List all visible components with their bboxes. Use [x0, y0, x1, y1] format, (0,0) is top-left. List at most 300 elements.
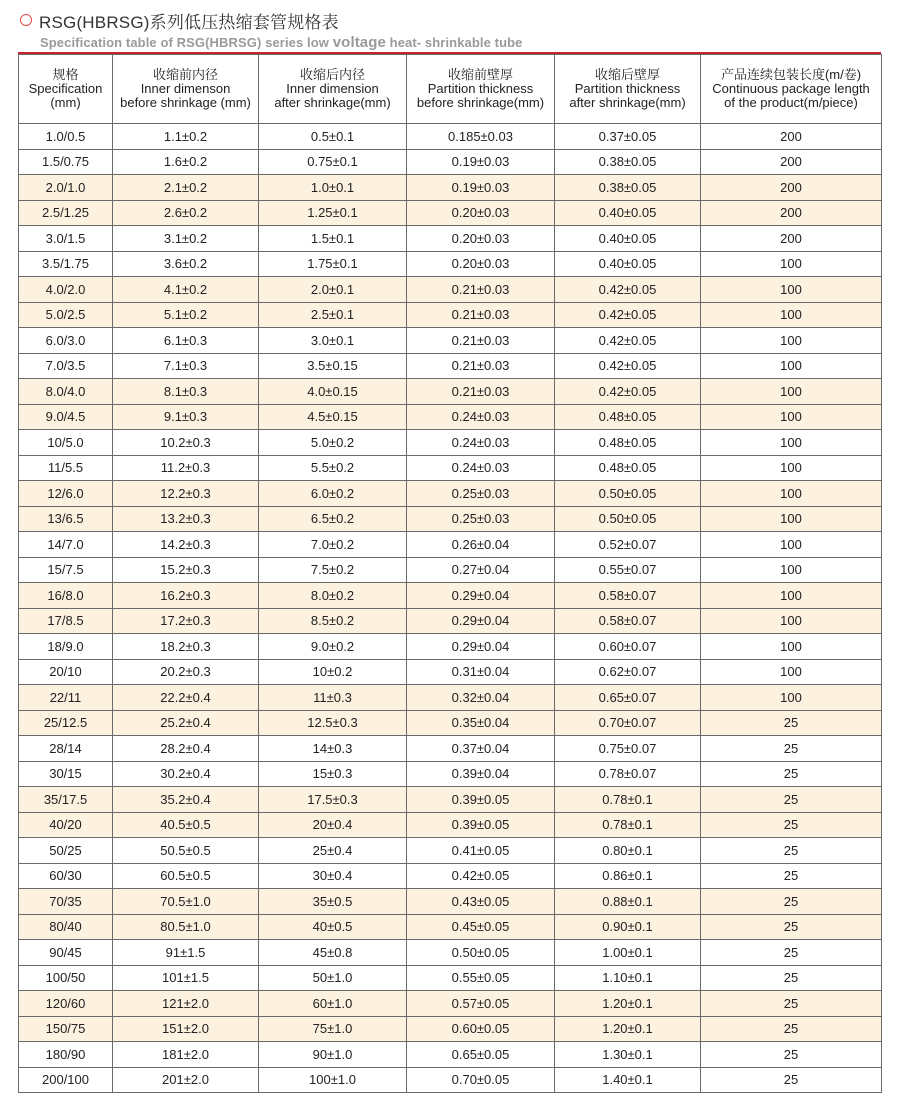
column-header-line: Inner dimension: [286, 81, 379, 96]
table-cell-specification: 15/7.5: [19, 557, 113, 583]
table-cell-package-length: 100: [701, 506, 882, 532]
table-cell-wall-after: 0.70±0.07: [555, 710, 701, 736]
table-row: [19, 838, 882, 864]
table-cell-inner-dim-after: 8.5±0.2: [259, 608, 407, 634]
table-row: [19, 914, 882, 940]
table-cell-wall-before: 0.45±0.05: [407, 914, 555, 940]
table-row: [19, 812, 882, 838]
table-cell-specification: 30/15: [19, 761, 113, 787]
table-cell-inner-dim-before: 20.2±0.3: [113, 659, 259, 685]
table-cell-package-length: 100: [701, 302, 882, 328]
table-cell-wall-after: 0.78±0.1: [555, 787, 701, 813]
table-cell-inner-dim-before: 70.5±1.0: [113, 889, 259, 915]
table-cell-package-length: 100: [701, 481, 882, 507]
table-cell-specification: 60/30: [19, 863, 113, 889]
title-row: [18, 8, 888, 32]
table-cell-package-length: 25: [701, 863, 882, 889]
table-row: [19, 455, 882, 481]
table-cell-inner-dim-before: 1.6±0.2: [113, 149, 259, 175]
column-header-line: Partition thickness: [574, 81, 681, 96]
table-cell-inner-dim-before: 11.2±0.3: [113, 455, 259, 481]
table-cell-wall-after: 1.20±0.1: [555, 991, 701, 1017]
table-row: [19, 583, 882, 609]
table-cell-package-length: 100: [701, 251, 882, 277]
table-cell-package-length: 100: [701, 608, 882, 634]
table-cell-inner-dim-before: 3.1±0.2: [113, 226, 259, 252]
column-header-line: of the product(m/piece): [724, 95, 858, 110]
table-cell-inner-dim-after: 2.5±0.1: [259, 302, 407, 328]
table-cell-inner-dim-after: 4.0±0.15: [259, 379, 407, 405]
table-cell-package-length: 25: [701, 1067, 882, 1093]
table-cell-wall-before: 0.21±0.03: [407, 302, 555, 328]
table-cell-package-length: 200: [701, 149, 882, 175]
table-cell-inner-dim-after: 6.0±0.2: [259, 481, 407, 507]
table-cell-inner-dim-before: 121±2.0: [113, 991, 259, 1017]
table-cell-package-length: 25: [701, 761, 882, 787]
column-header-line: 产品连续包装长度(m/卷): [720, 67, 862, 82]
table-row: [19, 608, 882, 634]
column-header-line: Partition thickness: [427, 81, 534, 96]
table-cell-inner-dim-before: 181±2.0: [113, 1042, 259, 1068]
table-row: [19, 889, 882, 915]
title-chinese: RSG(HBRSG)系列低压热缩套管规格表: [39, 12, 339, 32]
table-cell-inner-dim-before: 60.5±0.5: [113, 863, 259, 889]
table-cell-inner-dim-before: 151±2.0: [113, 1016, 259, 1042]
table-cell-specification: 1.5/0.75: [19, 149, 113, 175]
table-cell-wall-after: 0.60±0.07: [555, 634, 701, 660]
table-cell-package-length: 100: [701, 532, 882, 558]
table-cell-wall-after: 0.42±0.05: [555, 379, 701, 405]
header-row: [19, 55, 882, 124]
table-cell-specification: 18/9.0: [19, 634, 113, 660]
table-cell-package-length: 200: [701, 124, 882, 150]
spec-table-body: [19, 124, 882, 1093]
table-cell-package-length: 25: [701, 889, 882, 915]
document-header: [18, 8, 888, 51]
table-row: [19, 200, 882, 226]
table-row: [19, 175, 882, 201]
table-cell-specification: 14/7.0: [19, 532, 113, 558]
column-header-inner-dim-before: [113, 55, 259, 124]
table-cell-wall-before: 0.32±0.04: [407, 685, 555, 711]
table-cell-inner-dim-after: 30±0.4: [259, 863, 407, 889]
table-cell-specification: 40/20: [19, 812, 113, 838]
table-row: [19, 506, 882, 532]
table-row: [19, 736, 882, 762]
table-cell-wall-before: 0.29±0.04: [407, 608, 555, 634]
table-cell-wall-after: 0.55±0.07: [555, 557, 701, 583]
table-cell-inner-dim-after: 14±0.3: [259, 736, 407, 762]
table-row: [19, 761, 882, 787]
table-cell-inner-dim-before: 12.2±0.3: [113, 481, 259, 507]
table-cell-inner-dim-after: 2.0±0.1: [259, 277, 407, 303]
title-english: [18, 34, 888, 51]
table-cell-inner-dim-before: 35.2±0.4: [113, 787, 259, 813]
table-cell-inner-dim-after: 1.5±0.1: [259, 226, 407, 252]
table-cell-inner-dim-before: 3.6±0.2: [113, 251, 259, 277]
column-header-line: 收缩前内径: [152, 67, 218, 82]
table-cell-package-length: 25: [701, 710, 882, 736]
table-cell-inner-dim-after: 3.5±0.15: [259, 353, 407, 379]
table-cell-wall-before: 0.24±0.03: [407, 455, 555, 481]
table-cell-wall-before: 0.20±0.03: [407, 226, 555, 252]
table-cell-inner-dim-before: 7.1±0.3: [113, 353, 259, 379]
table-cell-inner-dim-after: 20±0.4: [259, 812, 407, 838]
table-row: [19, 787, 882, 813]
table-cell-wall-after: 0.40±0.05: [555, 226, 701, 252]
table-cell-wall-before: 0.24±0.03: [407, 404, 555, 430]
table-cell-specification: 2.5/1.25: [19, 200, 113, 226]
table-cell-inner-dim-before: 22.2±0.4: [113, 685, 259, 711]
table-cell-inner-dim-after: 50±1.0: [259, 965, 407, 991]
table-row: [19, 1016, 882, 1042]
table-cell-wall-before: 0.25±0.03: [407, 506, 555, 532]
table-cell-inner-dim-after: 35±0.5: [259, 889, 407, 915]
table-cell-inner-dim-after: 0.75±0.1: [259, 149, 407, 175]
table-cell-inner-dim-after: 5.5±0.2: [259, 455, 407, 481]
title-english-part-3: heat- shrinkable tube: [385, 35, 523, 50]
table-cell-wall-after: 0.65±0.07: [555, 685, 701, 711]
table-cell-package-length: 25: [701, 787, 882, 813]
table-row: [19, 404, 882, 430]
table-cell-inner-dim-before: 16.2±0.3: [113, 583, 259, 609]
table-row: [19, 353, 882, 379]
table-cell-inner-dim-before: 15.2±0.3: [113, 557, 259, 583]
table-cell-specification: 6.0/3.0: [19, 328, 113, 354]
table-cell-wall-after: 0.58±0.07: [555, 583, 701, 609]
table-cell-inner-dim-before: 5.1±0.2: [113, 302, 259, 328]
table-cell-inner-dim-after: 1.75±0.1: [259, 251, 407, 277]
table-cell-inner-dim-after: 1.25±0.1: [259, 200, 407, 226]
table-cell-inner-dim-before: 80.5±1.0: [113, 914, 259, 940]
table-cell-wall-before: 0.39±0.04: [407, 761, 555, 787]
table-cell-specification: 80/40: [19, 914, 113, 940]
table-cell-wall-before: 0.70±0.05: [407, 1067, 555, 1093]
table-cell-inner-dim-after: 6.5±0.2: [259, 506, 407, 532]
table-cell-wall-before: 0.20±0.03: [407, 251, 555, 277]
table-cell-specification: 25/12.5: [19, 710, 113, 736]
table-cell-package-length: 25: [701, 1016, 882, 1042]
table-cell-inner-dim-after: 25±0.4: [259, 838, 407, 864]
table-cell-inner-dim-before: 25.2±0.4: [113, 710, 259, 736]
table-cell-inner-dim-before: 6.1±0.3: [113, 328, 259, 354]
table-cell-wall-before: 0.21±0.03: [407, 353, 555, 379]
table-cell-inner-dim-before: 28.2±0.4: [113, 736, 259, 762]
table-cell-package-length: 200: [701, 226, 882, 252]
table-cell-wall-after: 0.62±0.07: [555, 659, 701, 685]
table-cell-inner-dim-after: 60±1.0: [259, 991, 407, 1017]
table-cell-specification: 90/45: [19, 940, 113, 966]
table-cell-wall-after: 1.10±0.1: [555, 965, 701, 991]
table-cell-package-length: 25: [701, 736, 882, 762]
table-cell-package-length: 100: [701, 277, 882, 303]
table-cell-package-length: 100: [701, 557, 882, 583]
table-cell-wall-after: 0.58±0.07: [555, 608, 701, 634]
table-cell-wall-after: 0.40±0.05: [555, 251, 701, 277]
table-cell-wall-after: 0.42±0.05: [555, 302, 701, 328]
table-cell-wall-after: 0.90±0.1: [555, 914, 701, 940]
table-cell-inner-dim-before: 18.2±0.3: [113, 634, 259, 660]
table-row: [19, 251, 882, 277]
table-row: [19, 532, 882, 558]
table-row: [19, 965, 882, 991]
column-header-line: after shrinkage(mm): [274, 95, 391, 110]
column-header-package-length: [701, 55, 882, 124]
table-cell-wall-after: 0.52±0.07: [555, 532, 701, 558]
column-header-line: (mm): [50, 95, 81, 110]
table-cell-inner-dim-after: 40±0.5: [259, 914, 407, 940]
column-header-wall-before: [407, 55, 555, 124]
table-cell-inner-dim-after: 45±0.8: [259, 940, 407, 966]
table-cell-specification: 4.0/2.0: [19, 277, 113, 303]
table-cell-wall-after: 0.75±0.07: [555, 736, 701, 762]
table-cell-inner-dim-before: 2.1±0.2: [113, 175, 259, 201]
table-cell-inner-dim-after: 3.0±0.1: [259, 328, 407, 354]
table-cell-specification: 13/6.5: [19, 506, 113, 532]
table-cell-wall-after: 1.20±0.1: [555, 1016, 701, 1042]
table-cell-inner-dim-before: 10.2±0.3: [113, 430, 259, 456]
table-cell-specification: 12/6.0: [19, 481, 113, 507]
column-header-line: 收缩后壁厚: [594, 67, 660, 82]
table-cell-wall-after: 0.42±0.05: [555, 353, 701, 379]
table-row: [19, 557, 882, 583]
table-cell-package-length: 25: [701, 914, 882, 940]
table-cell-wall-after: 0.80±0.1: [555, 838, 701, 864]
table-cell-package-length: 100: [701, 634, 882, 660]
table-cell-package-length: 100: [701, 685, 882, 711]
table-cell-inner-dim-after: 15±0.3: [259, 761, 407, 787]
table-cell-specification: 50/25: [19, 838, 113, 864]
table-cell-specification: 5.0/2.5: [19, 302, 113, 328]
table-cell-wall-before: 0.39±0.05: [407, 812, 555, 838]
table-cell-wall-before: 0.35±0.04: [407, 710, 555, 736]
table-cell-specification: 28/14: [19, 736, 113, 762]
table-cell-specification: 150/75: [19, 1016, 113, 1042]
table-row: [19, 634, 882, 660]
table-cell-specification: 70/35: [19, 889, 113, 915]
table-row: [19, 124, 882, 150]
table-cell-wall-before: 0.21±0.03: [407, 379, 555, 405]
table-cell-wall-before: 0.21±0.03: [407, 277, 555, 303]
table-cell-inner-dim-before: 9.1±0.3: [113, 404, 259, 430]
table-row: [19, 940, 882, 966]
table-cell-specification: 120/60: [19, 991, 113, 1017]
table-cell-specification: 20/10: [19, 659, 113, 685]
table-cell-wall-after: 0.42±0.05: [555, 328, 701, 354]
table-cell-specification: 9.0/4.5: [19, 404, 113, 430]
table-cell-wall-before: 0.19±0.03: [407, 149, 555, 175]
table-cell-package-length: 25: [701, 965, 882, 991]
table-cell-specification: 200/100: [19, 1067, 113, 1093]
table-cell-inner-dim-after: 8.0±0.2: [259, 583, 407, 609]
title-english-part-2: voltage: [332, 34, 386, 51]
table-cell-wall-before: 0.57±0.05: [407, 991, 555, 1017]
table-row: [19, 430, 882, 456]
table-row: [19, 863, 882, 889]
table-cell-package-length: 100: [701, 583, 882, 609]
table-cell-inner-dim-before: 30.2±0.4: [113, 761, 259, 787]
table-cell-wall-after: 0.37±0.05: [555, 124, 701, 150]
table-cell-package-length: 25: [701, 991, 882, 1017]
table-row: [19, 1042, 882, 1068]
table-cell-package-length: 100: [701, 659, 882, 685]
table-cell-wall-after: 0.50±0.05: [555, 506, 701, 532]
table-cell-specification: 3.5/1.75: [19, 251, 113, 277]
table-cell-wall-before: 0.60±0.05: [407, 1016, 555, 1042]
table-cell-inner-dim-after: 90±1.0: [259, 1042, 407, 1068]
table-cell-package-length: 100: [701, 430, 882, 456]
table-cell-wall-before: 0.25±0.03: [407, 481, 555, 507]
table-cell-wall-before: 0.24±0.03: [407, 430, 555, 456]
table-cell-wall-before: 0.65±0.05: [407, 1042, 555, 1068]
table-cell-specification: 7.0/3.5: [19, 353, 113, 379]
column-header-line: Continuous package length: [712, 81, 870, 96]
table-cell-wall-after: 1.30±0.1: [555, 1042, 701, 1068]
spec-table: [18, 54, 882, 1093]
column-header-specification: [19, 55, 113, 124]
table-cell-wall-before: 0.31±0.04: [407, 659, 555, 685]
table-cell-wall-after: 0.88±0.1: [555, 889, 701, 915]
table-cell-wall-before: 0.26±0.04: [407, 532, 555, 558]
table-cell-wall-after: 0.42±0.05: [555, 277, 701, 303]
table-cell-wall-after: 1.00±0.1: [555, 940, 701, 966]
table-cell-specification: 1.0/0.5: [19, 124, 113, 150]
table-cell-wall-before: 0.41±0.05: [407, 838, 555, 864]
column-header-line: after shrinkage(mm): [569, 95, 686, 110]
table-cell-specification: 10/5.0: [19, 430, 113, 456]
table-row: [19, 685, 882, 711]
table-cell-inner-dim-before: 8.1±0.3: [113, 379, 259, 405]
table-cell-wall-after: 0.48±0.05: [555, 404, 701, 430]
table-cell-specification: 100/50: [19, 965, 113, 991]
table-cell-wall-after: 0.38±0.05: [555, 175, 701, 201]
table-row: [19, 302, 882, 328]
table-cell-wall-after: 1.40±0.1: [555, 1067, 701, 1093]
table-cell-specification: 22/11: [19, 685, 113, 711]
table-cell-specification: 3.0/1.5: [19, 226, 113, 252]
column-header-line: Inner dimenson: [140, 81, 231, 96]
table-cell-wall-after: 0.78±0.07: [555, 761, 701, 787]
table-cell-wall-before: 0.21±0.03: [407, 328, 555, 354]
table-row: [19, 277, 882, 303]
column-header-line: Specification: [28, 81, 103, 96]
table-cell-inner-dim-after: 4.5±0.15: [259, 404, 407, 430]
table-cell-specification: 16/8.0: [19, 583, 113, 609]
table-cell-inner-dim-after: 10±0.2: [259, 659, 407, 685]
table-cell-inner-dim-before: 40.5±0.5: [113, 812, 259, 838]
table-cell-wall-before: 0.19±0.03: [407, 175, 555, 201]
table-row: [19, 328, 882, 354]
table-cell-inner-dim-after: 11±0.3: [259, 685, 407, 711]
table-cell-wall-after: 0.40±0.05: [555, 200, 701, 226]
table-row: [19, 659, 882, 685]
table-cell-inner-dim-before: 2.6±0.2: [113, 200, 259, 226]
table-cell-wall-before: 0.185±0.03: [407, 124, 555, 150]
table-cell-inner-dim-after: 7.5±0.2: [259, 557, 407, 583]
table-cell-package-length: 200: [701, 200, 882, 226]
table-cell-package-length: 25: [701, 940, 882, 966]
column-header-line: before shrinkage(mm): [416, 95, 545, 110]
table-cell-wall-before: 0.29±0.04: [407, 634, 555, 660]
column-header-line: 收缩后内径: [299, 67, 365, 82]
table-cell-inner-dim-before: 13.2±0.3: [113, 506, 259, 532]
table-cell-wall-before: 0.29±0.04: [407, 583, 555, 609]
table-cell-package-length: 25: [701, 812, 882, 838]
spec-table-head: [19, 55, 882, 124]
table-row: [19, 1067, 882, 1093]
table-cell-wall-after: 0.48±0.05: [555, 455, 701, 481]
table-cell-inner-dim-before: 1.1±0.2: [113, 124, 259, 150]
table-cell-inner-dim-after: 75±1.0: [259, 1016, 407, 1042]
table-cell-specification: 2.0/1.0: [19, 175, 113, 201]
table-cell-inner-dim-before: 4.1±0.2: [113, 277, 259, 303]
title-english-part-1: Specification table of RSG(HBRSG) series low: [40, 35, 333, 50]
table-cell-package-length: 100: [701, 455, 882, 481]
table-cell-package-length: 25: [701, 1042, 882, 1068]
table-cell-package-length: 100: [701, 379, 882, 405]
table-cell-inner-dim-after: 1.0±0.1: [259, 175, 407, 201]
table-cell-inner-dim-before: 101±1.5: [113, 965, 259, 991]
table-cell-inner-dim-after: 0.5±0.1: [259, 124, 407, 150]
table-cell-specification: 35/17.5: [19, 787, 113, 813]
column-header-inner-dim-after: [259, 55, 407, 124]
table-cell-wall-after: 0.86±0.1: [555, 863, 701, 889]
table-cell-package-length: 100: [701, 328, 882, 354]
table-cell-wall-after: 0.38±0.05: [555, 149, 701, 175]
table-row: [19, 991, 882, 1017]
table-cell-package-length: 25: [701, 838, 882, 864]
table-cell-inner-dim-before: 91±1.5: [113, 940, 259, 966]
table-cell-inner-dim-before: 201±2.0: [113, 1067, 259, 1093]
table-cell-wall-before: 0.27±0.04: [407, 557, 555, 583]
table-cell-wall-before: 0.42±0.05: [407, 863, 555, 889]
table-row: [19, 226, 882, 252]
table-cell-wall-before: 0.55±0.05: [407, 965, 555, 991]
column-header-line: before shrinkage (mm): [120, 95, 251, 110]
table-cell-wall-after: 0.48±0.05: [555, 430, 701, 456]
table-cell-inner-dim-after: 12.5±0.3: [259, 710, 407, 736]
table-cell-package-length: 100: [701, 404, 882, 430]
table-cell-wall-after: 0.78±0.1: [555, 812, 701, 838]
table-row: [19, 379, 882, 405]
table-row: [19, 149, 882, 175]
column-header-wall-after: [555, 55, 701, 124]
table-cell-wall-before: 0.39±0.05: [407, 787, 555, 813]
table-row: [19, 710, 882, 736]
table-cell-inner-dim-before: 50.5±0.5: [113, 838, 259, 864]
table-cell-specification: 8.0/4.0: [19, 379, 113, 405]
table-cell-specification: 180/90: [19, 1042, 113, 1068]
circle-bullet-icon: [20, 14, 32, 26]
table-cell-wall-before: 0.43±0.05: [407, 889, 555, 915]
table-cell-wall-before: 0.37±0.04: [407, 736, 555, 762]
table-cell-wall-before: 0.50±0.05: [407, 940, 555, 966]
table-cell-inner-dim-after: 9.0±0.2: [259, 634, 407, 660]
column-header-line: 收缩前壁厚: [447, 67, 513, 82]
table-cell-inner-dim-after: 7.0±0.2: [259, 532, 407, 558]
table-row: [19, 481, 882, 507]
table-cell-inner-dim-after: 100±1.0: [259, 1067, 407, 1093]
table-cell-inner-dim-before: 14.2±0.3: [113, 532, 259, 558]
table-cell-inner-dim-after: 5.0±0.2: [259, 430, 407, 456]
table-cell-inner-dim-after: 17.5±0.3: [259, 787, 407, 813]
table-cell-inner-dim-before: 17.2±0.3: [113, 608, 259, 634]
table-cell-wall-before: 0.20±0.03: [407, 200, 555, 226]
table-cell-package-length: 100: [701, 353, 882, 379]
table-cell-specification: 11/5.5: [19, 455, 113, 481]
column-header-line: 规格: [52, 67, 79, 82]
table-cell-package-length: 200: [701, 175, 882, 201]
